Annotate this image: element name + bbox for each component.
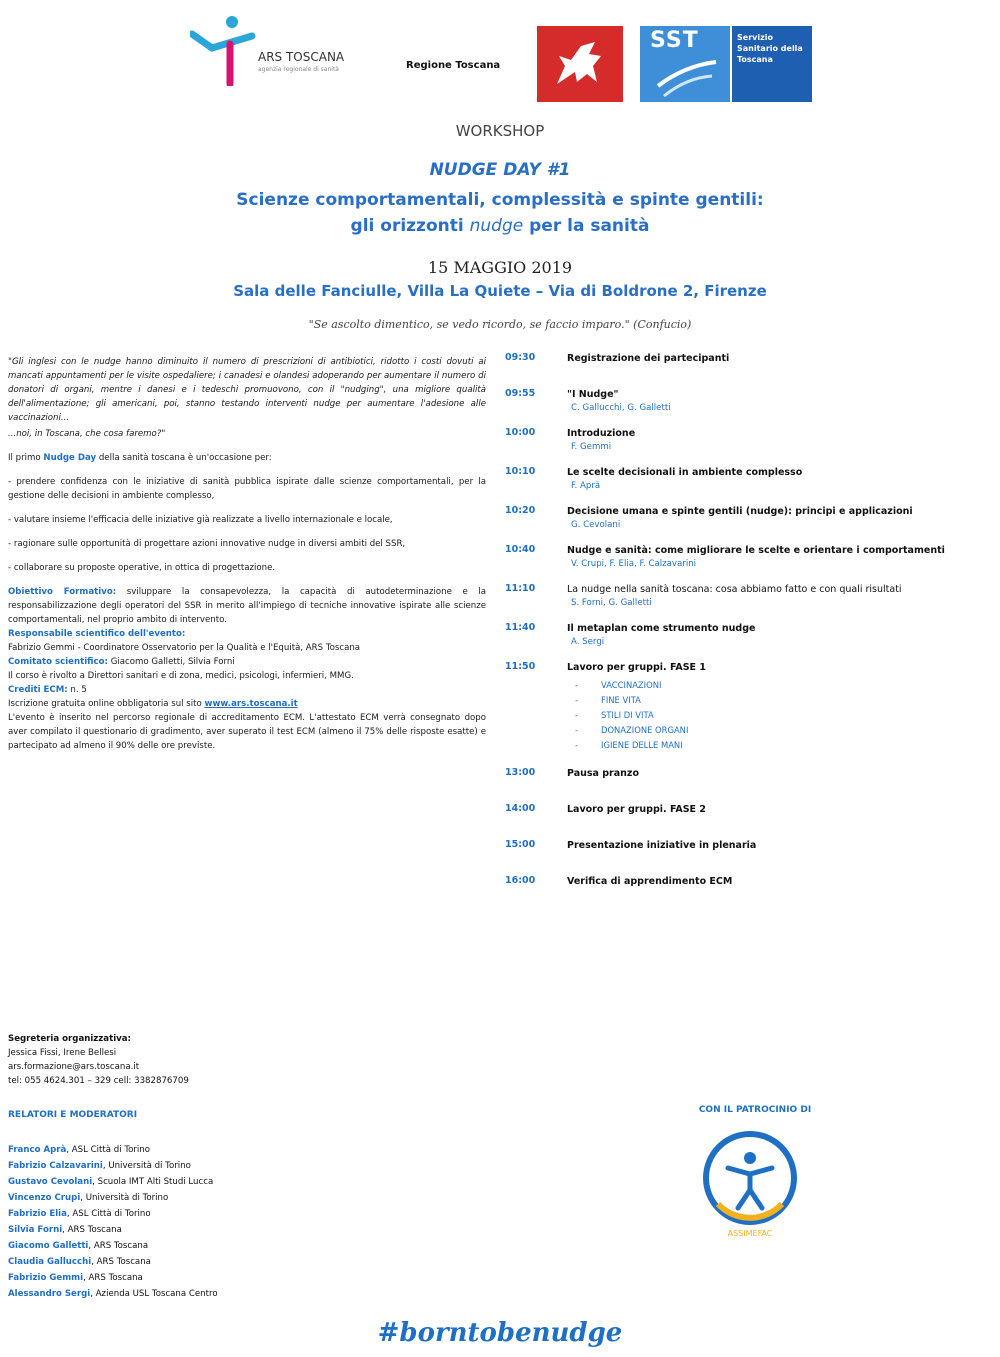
subtitle-line-1: Scienze comportamentali, complessità e spinte gentili: (236, 190, 764, 210)
assimefac-text: ASSIMEFAC (727, 1229, 773, 1238)
ecm-info: L'evento è inserito nel percorso regionale di accreditamento ECM. L'attestato ECM verrà consegnato dopo aver compilato il questionario di gradimento, aver superato il test ECM (almeno il 75% delle risposte esatte) e partecipato ad almeno il 90% delle ore previste. (8, 713, 486, 751)
speaker-item: Silvia Forni, ARS Toscana (8, 1225, 122, 1235)
ecm-credits: Crediti ECM: n. 5 (8, 685, 87, 695)
program-title: Pausa pranzo (567, 768, 639, 779)
program-row (505, 388, 990, 413)
program-row (505, 875, 990, 897)
ars-subtitle: agenzia regionale di sanità (258, 66, 339, 73)
assimefac-logo (698, 1128, 802, 1240)
sst-logo (640, 26, 812, 102)
group-topic-item: - STILI DI VITA (575, 708, 990, 723)
ars-name: ARS TOSCANA (258, 50, 345, 64)
scientific-committee: Comitato scientifico: Giacomo Galletti, Silvia Forni (8, 657, 235, 667)
program-row (505, 505, 990, 530)
program-row (505, 803, 990, 825)
program-row (505, 839, 990, 861)
sst-logo-right (732, 26, 812, 102)
program-time: 11:40 (505, 622, 536, 633)
sst-name: Servizio Sanitario della Toscana (737, 33, 803, 64)
program-time: 11:50 (505, 661, 536, 672)
speakers-list (8, 1142, 488, 1302)
intro-paragraph-end: ...noi, in Toscana, che cosa faremo?" (8, 429, 166, 439)
program-title: La nudge nella sanità toscana: cosa abbiamo fatto e con quali risultati (567, 584, 902, 595)
group-topic-item: - IGIENE DELLE MANI (575, 738, 990, 753)
objective: Obiettivo Formativo: sviluppare la consapevolezza, la capacità di autodeterminazione e la responsabilizzazione degli operatori del SSR in merito all'impiego di tecniche innovative ispirate alle scienze comportamentali, nel proprio ambito di intervento. (8, 587, 487, 625)
speaker-item: Alessandro Sergi, Azienda USL Toscana Centro (8, 1289, 218, 1299)
program-title: Decisione umana e spinte gentili (nudge): principi e applicazioni (567, 506, 913, 517)
hashtag: #borntobenudge (377, 1318, 623, 1348)
program-time: 09:55 (505, 388, 536, 399)
sst-figure-icon (654, 56, 720, 100)
program-row (505, 352, 990, 374)
ars-figure-icon (190, 14, 260, 86)
program-time: 16:00 (505, 875, 536, 886)
program-time: 13:00 (505, 767, 536, 778)
program-schedule (505, 352, 990, 911)
registration-link[interactable]: www.ars.toscana.it (204, 699, 298, 709)
program-title: Le scelte decisionali in ambiente complesso (567, 467, 803, 478)
secretariat-label: Segreteria organizzativa: (8, 1034, 131, 1044)
secretariat (8, 1032, 488, 1088)
event-date: 15 MAGGIO 2019 (427, 258, 573, 277)
program-title: "I Nudge" (567, 389, 619, 400)
program-row (505, 661, 990, 753)
program-time: 09:30 (505, 352, 536, 363)
program-time: 10:00 (505, 427, 536, 438)
speaker-item: Fabrizio Calzavarini, Università di Torino (8, 1161, 191, 1171)
speaker-item: Claudia Gallucchi, ARS Toscana (8, 1257, 151, 1267)
program-speaker: S. Forni, G. Galletti (571, 598, 652, 608)
program-title: Il metaplan come strumento nudge (567, 623, 756, 634)
program-row (505, 622, 990, 647)
program-title: Lavoro per gruppi. FASE 2 (567, 804, 706, 815)
program-title: Registrazione dei partecipanti (567, 353, 730, 364)
program-title: Presentazione iniziative in plenaria (567, 840, 757, 851)
event-title: NUDGE DAY #1 (429, 160, 571, 180)
program-row (505, 427, 990, 452)
speaker-item: Vincenzo Crupi, Università di Torino (8, 1193, 169, 1203)
speakers-title: RELATORI E MODERATORI (8, 1110, 138, 1120)
pegasus-icon (537, 26, 623, 102)
program-time: 10:10 (505, 466, 536, 477)
sst-letters: SST (650, 28, 699, 53)
program-speaker: F. Gemmi (571, 442, 612, 452)
workshop-label: WORKSHOP (455, 122, 545, 140)
program-speaker: A. Sergi (571, 637, 605, 647)
bullet-item: - prendere confidenza con le iniziative di sanità pubblica ispirate dalle scienze comportamentali, per la gestione delle decisioni in ambiente complesso, (8, 477, 486, 501)
group-topic-item: - DONAZIONE ORGANI (575, 723, 990, 738)
program-title: Nudge e sanità: come migliorare le scelte e orientare i comportamenti (567, 545, 945, 556)
intro-paragraph: "Gli inglesi con le nudge hanno diminuito il numero di prescrizioni di antibiotici, ridotto i costi dovuti ai mancati appuntamenti per le visite ospedaliere; i canadesi e olandesi adoperando per aumentare il numero di donatori di organi, mentre i danesi e i tedeschi promuovono, con il "nudging", una migliore qualità dell'alimentazione; gli americani, poi, stanno testando interventi nudge per aumentare l'adesione alle vaccinazioni... (8, 357, 486, 423)
program-title: Verifica di apprendimento ECM (567, 876, 733, 887)
secretariat-phone: tel: 055 4624.301 – 329 cell: 3382876709 (8, 1076, 189, 1086)
event-venue: Sala delle Fanciulle, Villa La Quiete – Via di Boldrone 2, Firenze (233, 282, 767, 300)
secretariat-names: Jessica Fissi, Irene Bellesi (8, 1048, 117, 1058)
bullet-item: - collaborare su proposte operative, in ottica di progettazione. (8, 563, 276, 573)
assimefac-figure-icon (698, 1128, 802, 1240)
quote: "Se ascolto dimentico, se vedo ricordo, se faccio imparo." (Confucio) (308, 318, 692, 331)
program-row (505, 466, 990, 491)
speaker-item: Fabrizio Elia, ASL Città di Torino (8, 1209, 151, 1219)
program-row (505, 767, 990, 789)
speaker-item: Fabrizio Gemmi, ARS Toscana (8, 1273, 143, 1283)
program-title: Introduzione (567, 428, 636, 439)
secretariat-email[interactable]: ars.formazione@ars.toscana.it (8, 1062, 140, 1072)
sst-logo-left (640, 26, 730, 102)
subtitle-line-2: gli orizzonti nudge per la sanità (350, 216, 650, 236)
regione-toscana-logo (537, 26, 623, 102)
program-time: 10:40 (505, 544, 536, 555)
bullet-item: - ragionare sulle opportunità di progettare azioni innovative nudge in diversi ambiti del SSR, (8, 539, 406, 549)
bullet-item: - valutare insieme l'efficacia delle iniziative già realizzate a livello internazionale e locale, (8, 515, 393, 525)
program-speaker: C. Gallucchi, G. Galletti (571, 403, 671, 413)
group-topic-item: - FINE VITA (575, 693, 990, 708)
program-speaker: V. Crupi, F. Elia, F. Calzavarini (571, 559, 697, 569)
group-topics-list (567, 678, 990, 753)
registration: Iscrizione gratuita online obbligatoria sul sito www.ars.toscana.it (8, 699, 298, 709)
program-time: 14:00 (505, 803, 536, 814)
regione-label: Regione Toscana (406, 60, 501, 71)
speaker-item: Gustavo Cevolani, Scuola IMT Alti Studi Lucca (8, 1177, 214, 1187)
group-topic-item: - VACCINAZIONI (575, 678, 990, 693)
speaker-item: Giacomo Galletti, ARS Toscana (8, 1241, 149, 1251)
program-time: 11:10 (505, 583, 536, 594)
target-audience: Il corso è rivolto a Direttori sanitari e di zona, medici, psicologi, infermieri, MMG. (8, 671, 354, 681)
program-title: Lavoro per gruppi. FASE 1 (567, 662, 706, 673)
program-time: 15:00 (505, 839, 536, 850)
program-speaker: G. Cevolani (571, 520, 621, 530)
scientific-lead: Responsabile scientifico dell'evento: Fabrizio Gemmi - Coordinatore Osservatorio per la Qualità e l'Equità, ARS Toscana (8, 629, 361, 653)
program-row (505, 544, 990, 569)
speaker-item: Franco Aprà, ASL Città di Torino (8, 1145, 150, 1155)
program-time: 10:20 (505, 505, 536, 516)
intro-lead: Il primo Nudge Day della sanità toscana è un'occasione per: (8, 453, 272, 463)
program-speaker: F. Aprà (571, 481, 601, 491)
nudge-word: nudge (469, 216, 524, 236)
description-column (8, 355, 486, 753)
program-row (505, 583, 990, 608)
patronage-label: CON IL PATROCINIO DI (698, 1105, 812, 1115)
